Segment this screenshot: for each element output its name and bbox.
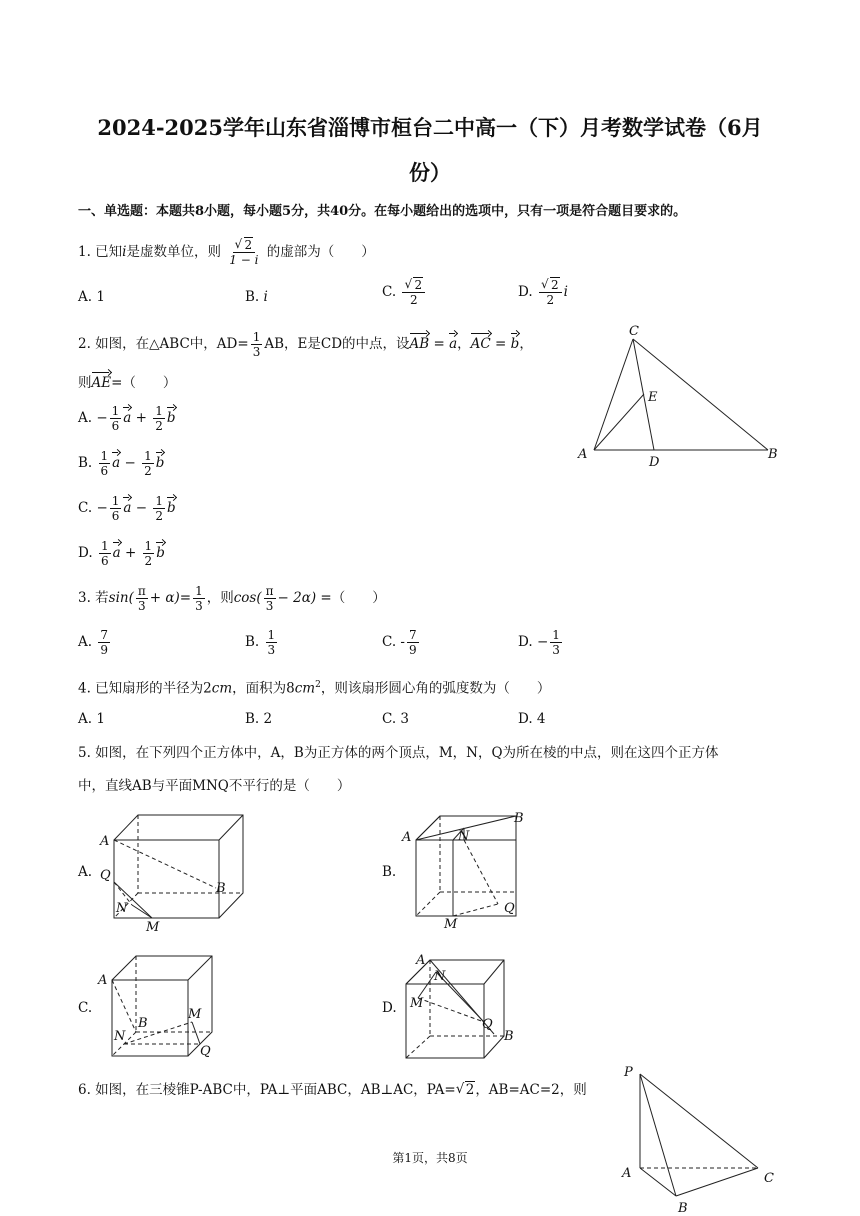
label-c: C bbox=[629, 324, 639, 339]
svg-text:P: P bbox=[624, 1065, 633, 1080]
svg-text:B: B bbox=[504, 1029, 514, 1044]
svg-text:B: B bbox=[216, 881, 226, 896]
cube-figure-b bbox=[398, 808, 538, 933]
svg-text:A: A bbox=[622, 1166, 632, 1181]
q1-option-d: D. √ $\frac{2}{2}$ i bbox=[518, 278, 568, 307]
svg-text:Q: Q bbox=[200, 1044, 211, 1059]
svg-text:N: N bbox=[114, 1029, 126, 1044]
q2-option-d: D. $\frac{1}{6}$ a + $\frac{1}{2}$ b bbox=[78, 539, 165, 568]
svg-text:Q: Q bbox=[482, 1017, 493, 1032]
q2-option-c: C. − $\frac{1}{6}$ a − $\frac{1}{2}$ b bbox=[78, 494, 176, 523]
svg-text:M: M bbox=[146, 920, 160, 935]
svg-text:N: N bbox=[458, 829, 470, 844]
question-5-line2: 中，直线AB与平面MNQ不平行的是（ ） bbox=[78, 778, 351, 794]
question-6: 6. 如图，在三棱锥P-ABC中，PA⊥平面ABC，AB⊥AC，PA=√ 2，AB=AC=2，则 bbox=[78, 1080, 587, 1100]
q6-pyramid-figure bbox=[618, 1060, 788, 1216]
svg-text:M: M bbox=[444, 917, 458, 932]
page-title-line2: 份） bbox=[409, 160, 451, 185]
question-2-line2: 则AE=（ ） bbox=[78, 370, 176, 393]
label-d: D bbox=[649, 455, 660, 470]
svg-text:Q: Q bbox=[100, 868, 111, 883]
svg-text:A: A bbox=[416, 953, 426, 968]
q2-option-a: A. − $\frac{1}{6}$ a + $\frac{1}{2}$ b bbox=[78, 404, 176, 433]
q3-option-b: B. $\frac{1}{3}$ bbox=[245, 628, 276, 657]
cube-figure-c bbox=[96, 948, 226, 1063]
question-1: 1. 已知i是虚数单位，则 √ $\frac{2}{1 - i}$ 的虚部为（ ） bbox=[78, 238, 375, 267]
q5-option-d: D. bbox=[382, 1000, 397, 1016]
page-title-line1: 2024-2025学年山东省淄博市桓台二中高一（下）月考数学试卷（6月 bbox=[97, 115, 763, 140]
q5-option-b: B. bbox=[382, 864, 397, 880]
q1-option-b: B. i bbox=[245, 289, 268, 305]
svg-text:A: A bbox=[100, 834, 110, 849]
svg-text:A: A bbox=[98, 973, 108, 988]
q2-triangle-figure bbox=[570, 322, 790, 472]
q3-option-a: A. $\frac{7}{9}$ bbox=[78, 628, 108, 657]
q3-option-d: D. − $\frac{1}{3}$ bbox=[518, 628, 560, 657]
svg-text:B: B bbox=[514, 811, 524, 826]
section-heading: 一、单选题：本题共8小题，每小题5分，共40分。在每小题给出的选项中，只有一项是符合题目要求的。 bbox=[78, 204, 687, 219]
question-2-line1: 2. 如图，在△ABC中，AD= $\frac{1}{3}$ AB，E是CD的中点，设AB = a，AC = b， bbox=[78, 330, 533, 359]
q1-option-a: A. 1 bbox=[78, 289, 105, 305]
question-4: 4. 已知扇形的半径为2cm，面积为$8cm^2$，则该扇形圆心角的弧度数为（ ） bbox=[78, 680, 551, 697]
svg-text:N: N bbox=[116, 901, 128, 916]
q4-option-b: B. 2 bbox=[245, 711, 273, 727]
q4-option-a: A. 1 bbox=[78, 711, 105, 727]
cube-figure-a bbox=[96, 810, 246, 935]
svg-text:B: B bbox=[678, 1201, 688, 1216]
q4-option-c: C. 3 bbox=[382, 711, 410, 727]
question-3: 3. 若sin( $\frac{\pi}{3}$ + α)= $\frac{1}{3}$ ，则cos( $\frac{\pi}{3}$ − 2α) =（ ） bbox=[78, 584, 386, 613]
q1-option-c: C. √ $\frac{2}{2}$ bbox=[382, 278, 427, 307]
label-e: E bbox=[648, 390, 658, 405]
svg-text:C: C bbox=[764, 1171, 774, 1186]
q1-fraction: √ $\frac{2}{1 - i}$ bbox=[227, 238, 260, 267]
question-5-line1: 5. 如图，在下列四个正方体中，A，B为正方体的两个顶点，M，N，Q为所在棱的中点，则在这四个正方体 bbox=[78, 745, 719, 761]
svg-text:M: M bbox=[188, 1007, 202, 1022]
q5-option-c: C. bbox=[78, 1000, 93, 1016]
q4-option-d: D. 4 bbox=[518, 711, 546, 727]
label-a: A bbox=[578, 447, 588, 462]
q2-option-b: B. $\frac{1}{6}$ a − $\frac{1}{2}$ b bbox=[78, 449, 165, 478]
q3-option-c: C. - $\frac{7}{9}$ bbox=[382, 628, 417, 657]
page-footer: 第1页，共8页 bbox=[392, 1151, 468, 1165]
svg-text:Q: Q bbox=[504, 901, 515, 916]
cube-figure-d bbox=[398, 948, 538, 1063]
svg-text:N: N bbox=[434, 969, 446, 984]
svg-text:M: M bbox=[410, 996, 424, 1011]
svg-text:B: B bbox=[138, 1016, 148, 1031]
label-b: B bbox=[768, 447, 778, 462]
q5-option-a: A. bbox=[78, 864, 93, 880]
svg-text:A: A bbox=[402, 830, 412, 845]
